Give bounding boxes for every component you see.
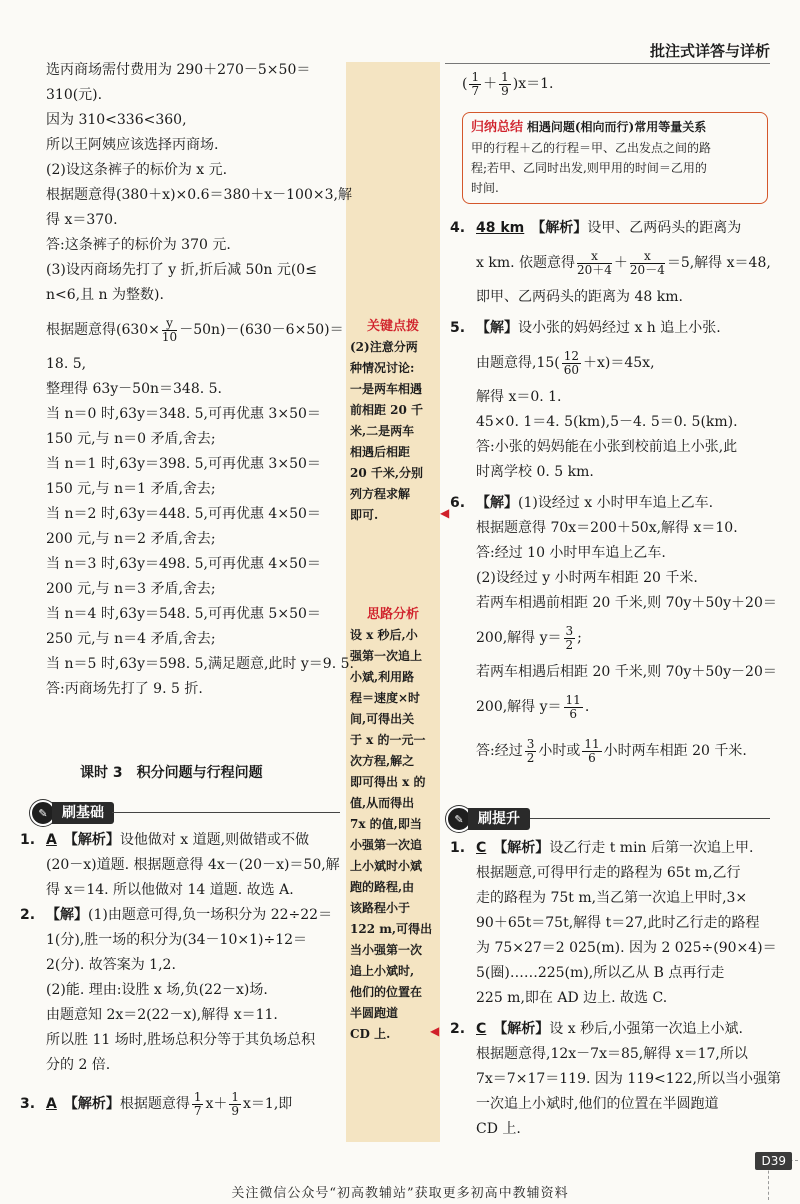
key-point-note [350, 316, 436, 526]
text-line: 150 元,与 n＝1 矛盾,舍去; [46, 481, 216, 497]
text-line: 相遇后相距 [350, 445, 411, 459]
question-4: 4. 48 km 【解析】设甲、乙两码头的距离为 [450, 220, 742, 236]
text-line: 2(分). 故答案为 1,2. [46, 957, 176, 973]
text-line: CD 上. [476, 1121, 521, 1137]
basic-section [20, 828, 346, 1126]
text-line: 1(分),胜一场的积分为(34－10×1)÷12＝ [46, 932, 308, 948]
text-line: 时离学校 0. 5 km. [476, 464, 594, 480]
text-line: 5(圈)……225(m),所以乙从 B 点再行走 [476, 965, 725, 981]
text-line: 20 千米,分别 [350, 466, 424, 480]
text-line: 他们的位置在 [350, 985, 423, 999]
text-line: 分的 2 倍. [46, 1057, 111, 1073]
text-line: 7x＝7×17＝119. 因为 119<122,所以当小强第 [476, 1071, 781, 1087]
key-point-text [350, 337, 436, 526]
text-line: 选丙商场需付费用为 290＋270－5×50＝ [46, 62, 311, 78]
text-line: 当小强第一次 [350, 943, 423, 957]
text-line: 小强第一次追 [350, 838, 423, 852]
text-line: (3)设丙商场先打了 y 折,折后减 50n 元(0≤ [46, 262, 317, 278]
text-line: 小斌,利用路 [350, 670, 415, 684]
text-line: 米,二是两车 [350, 424, 415, 438]
advanced-section [450, 836, 781, 1142]
text-line: 225 m,即在 AD 边上. 故选 C. [476, 990, 668, 1006]
text-line: 若两车相遇前相距 20 千米,则 70y＋50y＋20＝ [476, 595, 777, 611]
text-line: 设 x 秒后,小 [350, 628, 418, 642]
text-line: 当 n＝2 时,63y＝448. 5,可再优惠 4×50＝ [46, 506, 321, 522]
text-line: 程;若甲、乙同时出发,则甲用的时间＝乙用的 [471, 161, 707, 175]
text-line: 列方程求解 [350, 487, 411, 501]
text-line: 当 n＝5 时,63y＝598. 5,满足题意,此时 y＝9. 5. [46, 656, 354, 672]
text-line: 即可. [350, 508, 379, 522]
text-line: 得 x＝14. 所以他做对 14 道题. 故选 A. [46, 882, 294, 898]
equation-line: 根据题意得(630× $\frac{y}{10}$ －50n)－(630－6×50)＝ [46, 315, 344, 344]
question-5: 5. 【解】设小张的妈妈经过 x h 追上小张. [450, 320, 721, 336]
divider [112, 812, 340, 813]
text-line: 得 x＝370. [46, 212, 118, 228]
text-line: 因为 310<336<360, [46, 112, 187, 128]
text-line: n<6,且 n 为整数). [46, 287, 164, 303]
text-line: 45×0. 1＝4. 5(km),5－4. 5＝0. 5(km). [476, 414, 738, 430]
text-line: 一是两车相遇 [350, 382, 423, 396]
text-line: 答:小张的妈妈能在小张到校前追上小张,此 [476, 439, 738, 455]
text-line: 根据题意得(380＋x)×0.6＝380＋x－100×3,解 [46, 187, 352, 203]
pointer-arrow-icon: ◀ [430, 1024, 440, 1038]
text-line: (2)设经过 y 小时两车相距 20 千米. [476, 570, 698, 586]
text-line: 答:丙商场先打了 9. 5 折. [46, 681, 203, 697]
text-line: 解得 x＝0. 1. [476, 389, 562, 405]
text-line: 根据题意,可得甲行走的路程为 65t m,乙行 [476, 865, 741, 881]
footer-note: 关注微信公众号“初高教辅站”获取更多初高中教辅资料 [231, 1186, 569, 1201]
text-line: 18. 5, [46, 356, 87, 372]
adv-question-2: 2. C 【解析】设 x 秒后,小强第一次追上小斌. [450, 1021, 743, 1037]
summary-box: 归纳总结 相遇问题(相向而行)常用等量关系 甲的行程＋乙的行程＝甲、乙出发点之间的路 程;若甲、乙同时出发,则甲用的时间＝乙用的 时间. [462, 112, 768, 204]
text-line: 答:这条裤子的标价为 370 元. [46, 237, 231, 253]
text-line: 150 元,与 n＝0 矛盾,舍去; [46, 431, 216, 447]
basic-badge: ✎ 刷基础 [30, 800, 114, 826]
text-line: 所以王阿姨应该选择丙商场. [46, 137, 219, 153]
text-line: 310(元). [46, 87, 103, 103]
text-line: 7x 的值,即当 [350, 817, 422, 831]
text-line: (2)注意分两 [350, 340, 418, 354]
text-line: 于 x 的一元一 [350, 733, 426, 747]
text-line: 程＝速度×时 [350, 691, 421, 705]
text-line: (20－x)道题. 根据题意得 4x－(20－x)＝50,解 [46, 857, 340, 873]
text-line: (2)设这条裤子的标价为 x 元. [46, 162, 228, 178]
brush-icon: ✎ [446, 806, 472, 832]
key-point-title: 关键点拨 [366, 319, 419, 334]
text-line: 值,从而得出 [350, 796, 415, 810]
text-line: 200 元,与 n＝3 矛盾,舍去; [46, 581, 216, 597]
idea-analysis-text [350, 625, 436, 1045]
text-line: 根据题意得 70x＝200＋50x,解得 x＝10. [476, 520, 738, 536]
fraction: $\frac{y}{10}$ [161, 315, 178, 344]
text-line: 由题意知 2x＝2(22－x),解得 x＝11. [46, 1007, 278, 1023]
question-2: 2. 【解】(1)由题意可得,负一场积分为 22÷22＝ [20, 907, 333, 923]
left-column [46, 58, 356, 702]
text-line: 200 元,与 n＝2 矛盾,舍去; [46, 531, 216, 547]
page-number: D39 [755, 1152, 792, 1170]
summary-title: 归纳总结 [471, 120, 524, 135]
text-line: 次方程,解之 [350, 754, 415, 768]
text-line: CD 上. [350, 1027, 391, 1041]
text-line: 强第一次追上 [350, 649, 423, 663]
question-1: 1. A 【解析】设他做对 x 道题,则做错或不做 [20, 832, 310, 848]
text-line: 当 n＝1 时,63y＝398. 5,可再优惠 3×50＝ [46, 456, 321, 472]
idea-analysis-note [350, 604, 436, 1045]
page-header: 批注式详答与详析 [649, 42, 770, 60]
text-line: 上小斌时小斌 [350, 859, 423, 873]
text-line: 走的路程为 75t m,当乙第一次追上甲时,3× [476, 890, 748, 906]
text-line: (2)能. 理由:设胜 x 场,负(22－x)场. [46, 982, 268, 998]
text-line: 所以胜 11 场时,胜场总积分等于其负场总积 [46, 1032, 316, 1048]
text-line: 一次追上小斌时,他们的位置在半圆跑道 [476, 1096, 719, 1112]
brush-icon: ✎ [30, 800, 56, 826]
text-line: 90＋65t＝75t,解得 t＝27,此时乙行走的路程 [476, 915, 760, 931]
text-line: 当 n＝3 时,63y＝498. 5,可再优惠 4×50＝ [46, 556, 321, 572]
pointer-arrow-icon: ◀ [440, 506, 450, 520]
text-line: 根据题意得,12x－7x＝85,解得 x＝17,所以 [476, 1046, 748, 1062]
equation-line: ( $\frac{1}{7}$ ＋ $\frac{1}{9}$ )x＝1. [462, 69, 554, 98]
question-3: 3. A 【解析】根据题意得 $\frac{1}{7}$ x＋ $\frac{1}{9}$ x＝1,即 [20, 1089, 293, 1118]
idea-analysis-title: 思路分析 [366, 607, 419, 622]
advanced-badge: ✎ 刷提升 [446, 806, 530, 832]
divider [530, 818, 770, 819]
text-line: 追上小斌时, [350, 964, 415, 978]
text-line: 当 n＝4 时,63y＝548. 5,可再优惠 5×50＝ [46, 606, 321, 622]
text-line: 当 n＝0 时,63y＝348. 5,可再优惠 3×50＝ [46, 406, 321, 422]
text-line: 前相距 20 千 [350, 403, 424, 417]
text-line: 该路程小于 [350, 901, 411, 915]
text-line: 整理得 63y－50n＝348. 5. [46, 381, 222, 397]
lesson-title: 课时 3 积分问题与行程问题 [80, 765, 263, 781]
text-line: 时间. [471, 181, 499, 195]
right-column: 4. 48 km 【解析】设甲、乙两码头的距离为 x km. 依题意得 $\frac{x}{20+4}$ ＋ $\frac{x}{20-4}$ ＝5,解得 x＝48, 即甲、乙两码头的距离为 48 km. 5. 【解】设小张的妈妈经过 x h 追上小张. 由题意得,15( $\frac{12}{60}$ ＋x)＝45x, 解得 x＝0. 1. 45×0. 1＝4. 5(km),5－4. 5＝0. 5(km). 答:小张的妈妈能在小张到校前追上小张,此 时离学校 0. 5 km. 6. 【解】(1)设经过 x 小时甲车追上乙车. 根据题意得 70x＝200＋50x,解得 x＝10. 答:经过 10 小时甲车追上乙车. (2)设经过 y 小时两车相距 20 千米. 若两车相遇前相距 20 千米,则 70y＋50y＋20＝ 200,解得 y＝ $\frac{3}{2}$ ; 若两车相遇后相距 20 千米,则 70y＋50y－20＝ 200,解得 y＝ $\frac{11}{6}$ . 答:经过 $\frac{3}{2}$ 小时或 $\frac{11}{6}$ 小时两车相距 20 千米. [476, 216, 772, 773]
text-line: 122 m,可得出 [350, 922, 433, 936]
text-line: 答:经过 10 小时甲车追上乙车. [476, 545, 666, 561]
text-line: 种情况讨论: [350, 361, 415, 375]
text-line: 间,可得出关 [350, 712, 415, 726]
text-line: 甲的行程＋乙的行程＝甲、乙出发点之间的路 [471, 141, 712, 155]
question-6: 6. 【解】(1)设经过 x 小时甲车追上乙车. [450, 495, 714, 511]
adv-question-1: 1. C 【解析】设乙行走 t min 后第一次追上甲. [450, 840, 754, 856]
text-line: 为 75×27＝2 025(m). 因为 2 025÷(90×4)＝ [476, 940, 777, 956]
text-line: 跑的路程,由 [350, 880, 415, 894]
text-line: 半圆跑道 [350, 1006, 399, 1020]
text-line: 250 元,与 n＝4 矛盾,舍去; [46, 631, 216, 647]
text-line: 即可得出 x 的 [350, 775, 426, 789]
